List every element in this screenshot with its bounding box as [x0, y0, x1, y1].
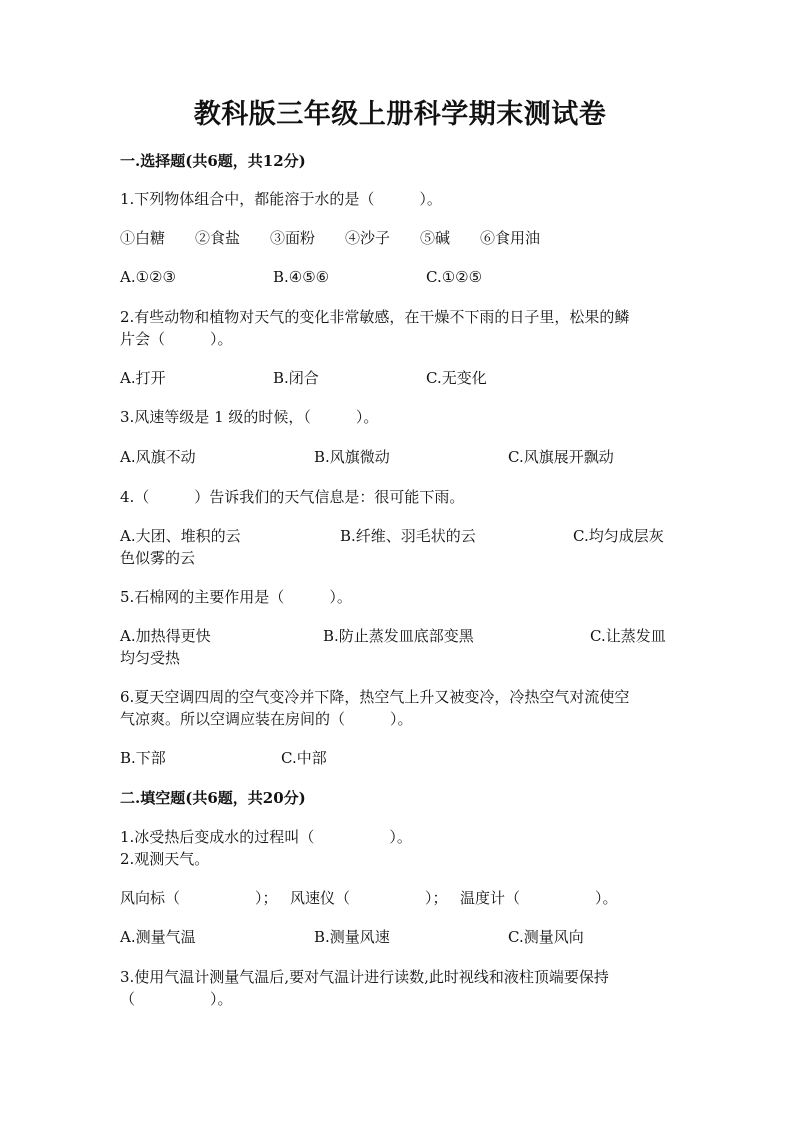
question-4-option-a[interactable]: A.大团、堆积的云: [120, 527, 241, 545]
fill-question-2-option-c: C.测量风向: [508, 928, 584, 946]
question-6-stem-line1: 6.夏天空调四周的空气变冷并下降，热空气上升又被变冷，冷热空气对流使空: [120, 688, 630, 706]
question-1-option-b[interactable]: B.④⑤⑥: [273, 268, 330, 286]
question-3-option-b[interactable]: B.风旗微动: [314, 448, 390, 466]
question-1-option-a[interactable]: A.①②③: [120, 268, 176, 286]
question-6-stem-line2: 气凉爽。所以空调应装在房间的（ ）。: [120, 710, 413, 728]
question-1-option-c[interactable]: C.①②⑤: [426, 268, 483, 286]
section-heading-fill: 二.填空题(共6题，共20分): [120, 789, 306, 807]
fill-question-2-option-a: A.测量气温: [120, 928, 196, 946]
question-5-option-c-wrap: 均匀受热: [120, 649, 181, 667]
section-heading-choice: 一.选择题(共6题，共12分): [120, 152, 306, 170]
question-2-stem-line1: 2.有些动物和植物对天气的变化非常敏感，在干燥不下雨的日子里，松果的鳞: [120, 308, 630, 326]
question-3-option-a[interactable]: A.风旗不动: [120, 448, 196, 466]
fill-question-2-blank-thermometer[interactable]: 温度计（ ）。: [460, 889, 618, 907]
fill-question-2-stem: 2.观测天气。: [120, 850, 210, 868]
question-6-option-c[interactable]: C.中部: [281, 749, 327, 767]
question-5-option-c[interactable]: C.让蒸发皿: [590, 627, 666, 645]
question-4-option-b[interactable]: B.纤维、羽毛状的云: [340, 527, 476, 545]
page-title: 教科版三年级上册科学期末测试卷: [193, 99, 607, 130]
question-6-option-b[interactable]: B.下部: [120, 749, 166, 767]
question-1-items: ①白糖 ②食盐 ③面粉 ④沙子 ⑤碱 ⑥食用油: [120, 229, 541, 247]
fill-question-1-stem: 1.冰受热后变成水的过程叫（ ）。: [120, 828, 412, 846]
question-2-option-a[interactable]: A.打开: [120, 369, 166, 387]
fill-question-3-stem-line2: （ ）。: [120, 990, 233, 1008]
question-3-stem: 3.风速等级是 1 级的时候，（ ）。: [120, 408, 379, 426]
question-4-option-c[interactable]: C.均匀成层灰: [573, 527, 664, 545]
question-4-option-c-wrap: 色似雾的云: [120, 549, 196, 567]
question-5-stem: 5.石棉网的主要作用是（ ）。: [120, 588, 352, 606]
question-2-option-b[interactable]: B.闭合: [273, 369, 319, 387]
question-4-stem: 4.（ ）告诉我们的天气信息是：很可能下雨。: [120, 488, 465, 506]
question-5-option-a[interactable]: A.加热得更快: [120, 627, 211, 645]
question-2-stem-line2: 片会（ ）。: [120, 330, 233, 348]
fill-question-2-blank-anemometer[interactable]: 风速仪（ ）；: [290, 889, 448, 907]
question-2-option-c[interactable]: C.无变化: [426, 369, 487, 387]
question-5-option-b[interactable]: B.防止蒸发皿底部变黑: [323, 627, 474, 645]
question-1-stem: 1.下列物体组合中，都能溶于水的是（ ）。: [120, 190, 442, 208]
fill-question-2-option-b: B.测量风速: [314, 928, 390, 946]
question-3-option-c[interactable]: C.风旗展开飘动: [508, 448, 614, 466]
fill-question-2-blank-wind-vane[interactable]: 风向标（ ）；: [120, 889, 278, 907]
fill-question-3-stem-line1: 3.使用气温计测量气温后,要对气温计进行读数,此时视线和液柱顶端要保持: [120, 968, 609, 986]
